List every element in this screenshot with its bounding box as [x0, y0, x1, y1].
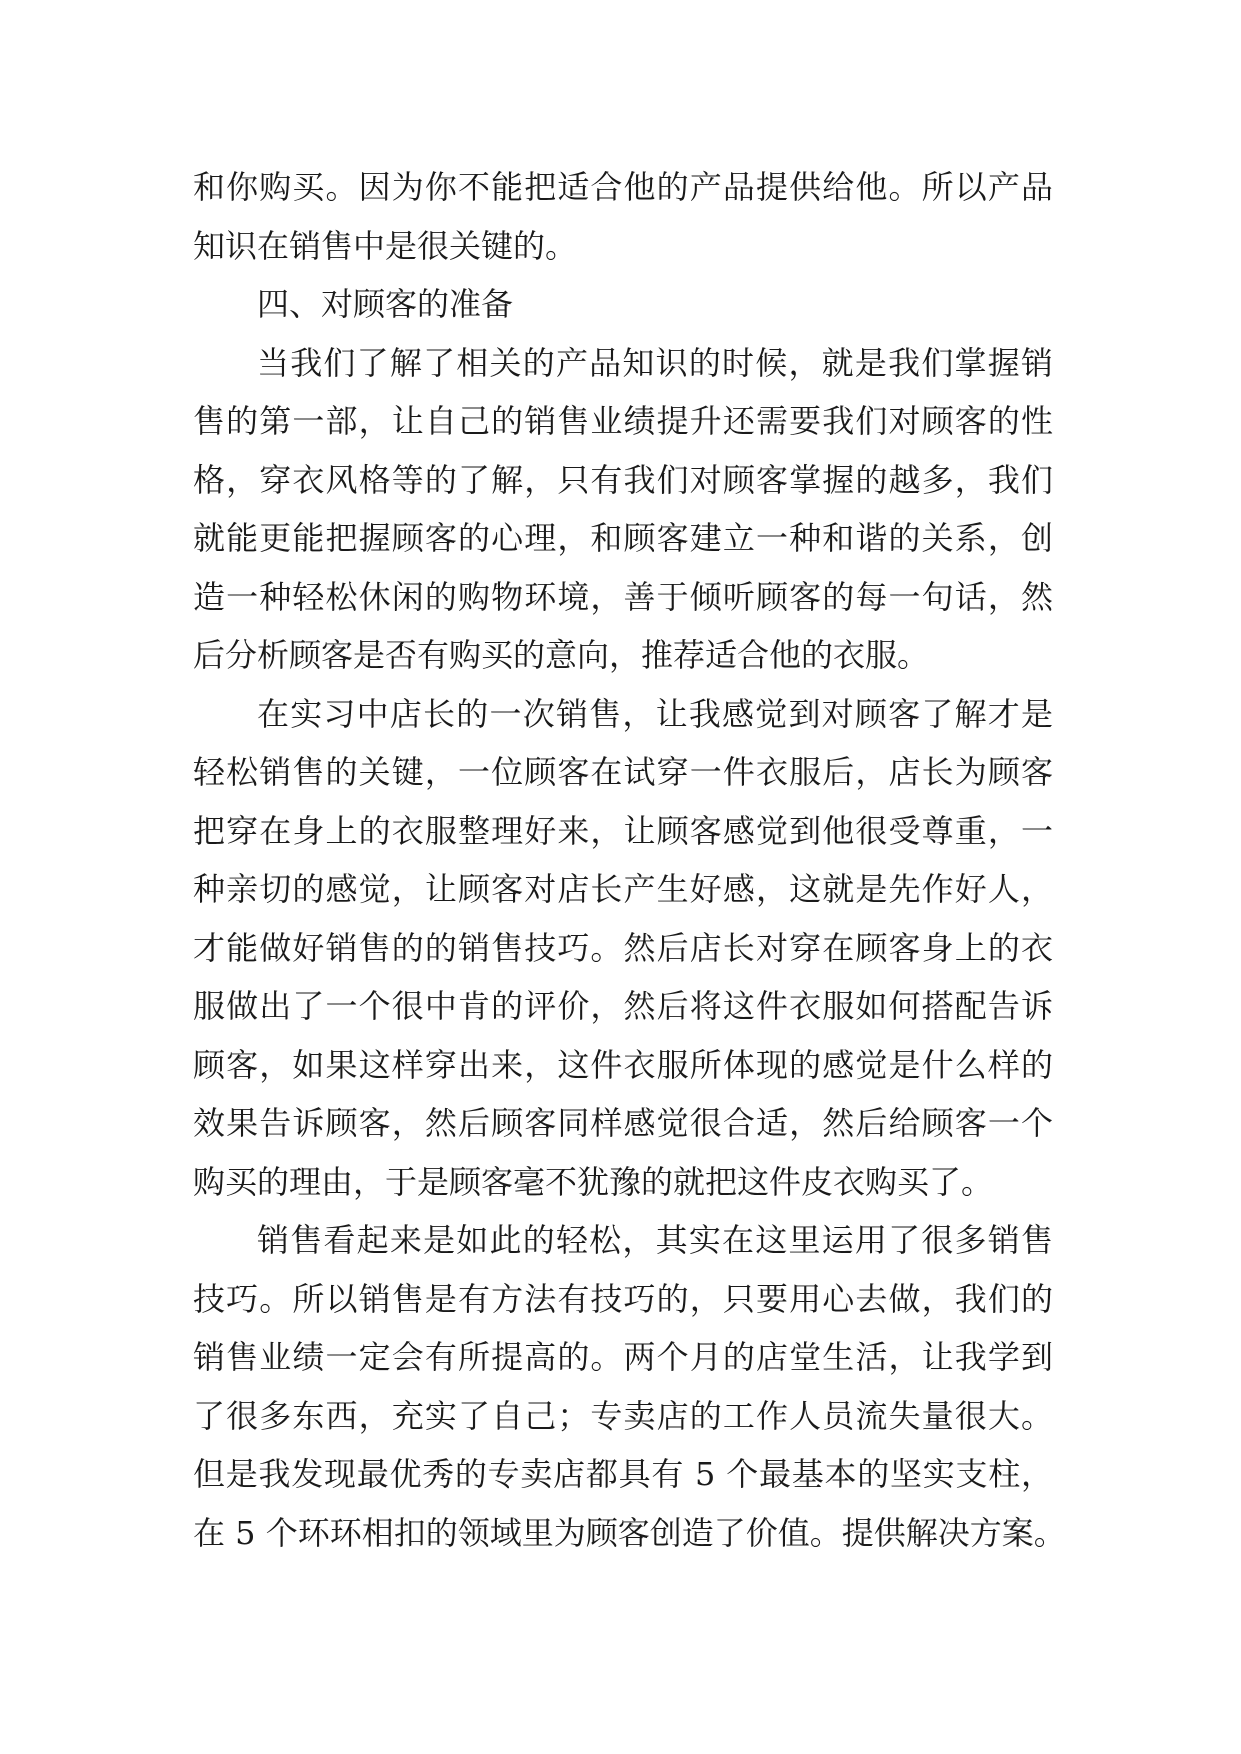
text-line: 技巧。所以销售是有方法有技巧的，只要用心去做，我们的 — [193, 1279, 1053, 1318]
text-line: 在实习中店长的一次销售，让我感觉到对顾客了解才是 — [257, 694, 1053, 733]
text-line: 服做出了一个很中肯的评价，然后将这件衣服如何搭配告诉 — [193, 987, 1053, 1025]
text-line: 知识在销售中是很关键的。 — [193, 226, 578, 265]
text-line: 效果告诉顾客，然后顾客同样感觉很合适，然后给顾客一个 — [193, 1104, 1053, 1142]
text-line: 就能更能把握顾客的心理，和顾客建立一种和谐的关系，创 — [193, 519, 1053, 557]
document-body — [193, 158, 1066, 1562]
text-line: 但是我发现最优秀的专卖店都具有 5 个最基本的坚实支柱， — [193, 1455, 1053, 1493]
text-line: 在 5 个环环相扣的领域里为顾客创造了价值。提供解决方案。 — [193, 1513, 1066, 1552]
text-line: 了很多东西，充实了自己；专卖店的工作人员流失量很大。 — [193, 1396, 1053, 1435]
text-line: 轻松销售的关键，一位顾客在试穿一件衣服后，店长为顾客 — [193, 753, 1053, 791]
text-line: 当我们了解了相关的产品知识的时候，就是我们掌握销 — [257, 343, 1053, 382]
text-line: 销售看起来是如此的轻松，其实在这里运用了很多销售 — [257, 1221, 1053, 1259]
text-line: 造一种轻松休闲的购物环境，善于倾听顾客的每一句话，然 — [193, 577, 1053, 616]
text-line: 把穿在身上的衣服整理好来，让顾客感觉到他很受尊重，一 — [193, 811, 1053, 850]
text-line: 才能做好销售的的销售技巧。然后店长对穿在顾客身上的衣 — [193, 928, 1053, 967]
text-line: 和你购买。因为你不能把适合他的产品提供给他。所以产品 — [193, 168, 1053, 206]
text-line: 四、对顾客的准备 — [257, 285, 514, 323]
text-line: 种亲切的感觉，让顾客对店长产生好感，这就是先作好人， — [193, 870, 1053, 908]
text-line: 销售业绩一定会有所提高的。两个月的店堂生活，让我学到 — [193, 1338, 1053, 1376]
text-line: 格，穿衣风格等的了解，只有我们对顾客掌握的越多，我们 — [193, 460, 1053, 499]
text-line: 售的第一部，让自己的销售业绩提升还需要我们对顾客的性 — [193, 402, 1053, 440]
text-line: 顾客，如果这样穿出来，这件衣服所体现的感觉是什么样的 — [193, 1045, 1053, 1084]
text-line: 购买的理由，于是顾客毫不犹豫的就把这件皮衣购买了。 — [193, 1162, 994, 1201]
text-line: 后分析顾客是否有购买的意向，推荐适合他的衣服。 — [193, 636, 930, 674]
